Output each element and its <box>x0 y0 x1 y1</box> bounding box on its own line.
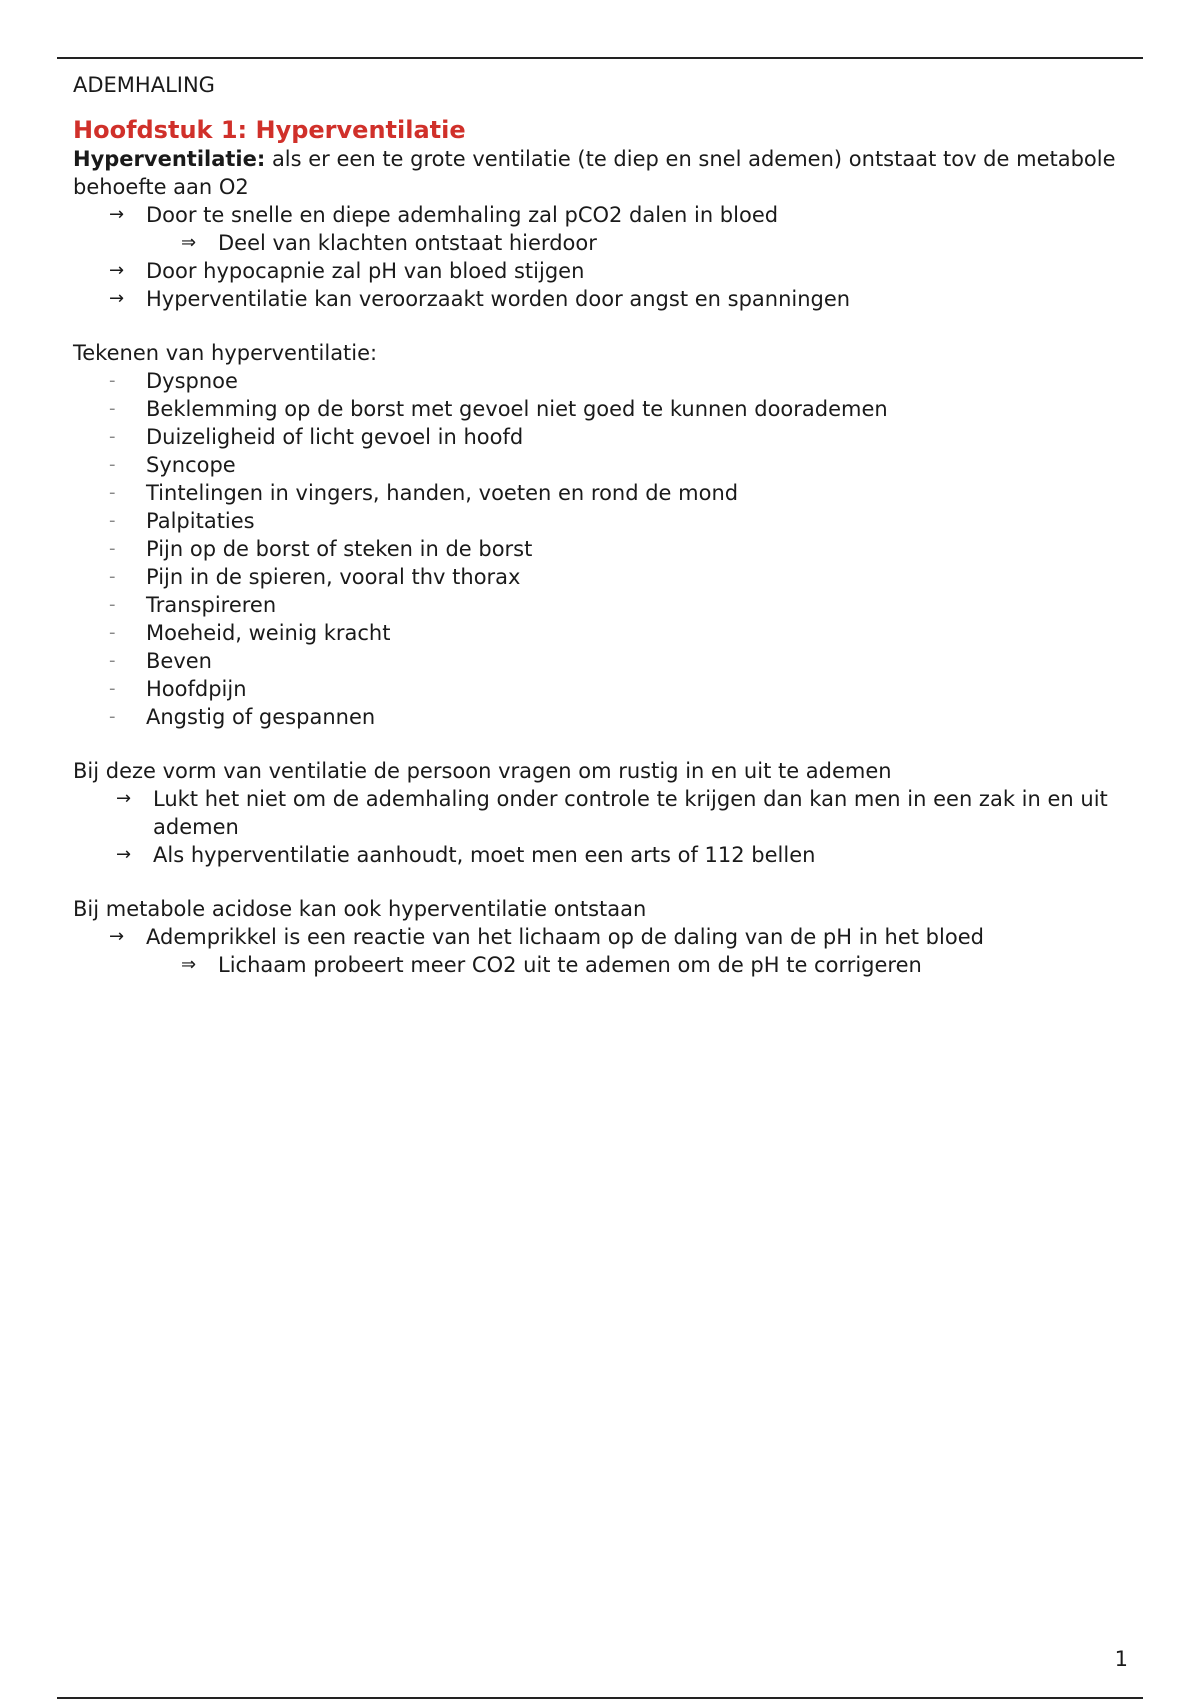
list-item: ⇒ Deel van klachten ontstaat hierdoor <box>181 231 597 255</box>
list-item: - Angstig of gespannen <box>109 705 376 729</box>
list-item: → Ademprikkel is een reactie van het lichaam op de daling van de pH in het bloed <box>109 925 984 949</box>
document-body <box>73 71 1133 979</box>
dash-bullet-icon: - <box>109 398 116 419</box>
list-item: → Door hypocapnie zal pH van bloed stijgen <box>109 259 585 283</box>
list-item: ⇒ Lichaam probeert meer CO2 uit te ademen om de pH te corrigeren <box>181 953 922 977</box>
list-item: - Hoofdpijn <box>109 677 247 701</box>
dash-bullet-icon: - <box>109 426 116 447</box>
treatment-intro: Bij deze vorm van ventilatie de persoon vragen om rustig in en uit te ademen <box>73 759 892 783</box>
dash-bullet-icon: - <box>109 482 116 503</box>
dash-bullet-icon: - <box>109 566 116 587</box>
dash-bullet-icon: - <box>109 678 116 699</box>
dash-bullet-icon: - <box>109 706 116 727</box>
acidosis-intro: Bij metabole acidose kan ook hyperventilatie ontstaan <box>73 897 647 921</box>
dash-bullet-icon: - <box>109 370 116 391</box>
definition-paragraph <box>73 145 1133 201</box>
document-header-title: ADEMHALING <box>73 73 215 97</box>
arrow-icon: → <box>116 788 132 809</box>
section1-list <box>73 201 1133 313</box>
list-item: - Transpireren <box>109 593 277 617</box>
list-item: - Tintelingen in vingers, handen, voeten en rond de mond <box>109 481 739 505</box>
list-item: → Als hyperventilatie aanhoudt, moet men een arts of 112 bellen <box>116 843 816 867</box>
arrow-icon: → <box>109 260 125 281</box>
dash-bullet-icon: - <box>109 454 116 475</box>
list-item: - Pijn op de borst of steken in de borst <box>109 537 533 561</box>
dash-bullet-icon: - <box>109 622 116 643</box>
arrow-icon: → <box>109 204 125 225</box>
signs-intro: Tekenen van hyperventilatie: <box>73 341 378 365</box>
dash-bullet-icon: - <box>109 650 116 671</box>
page-number: 1 <box>1114 1647 1128 1671</box>
list-item: - Dyspnoe <box>109 369 238 393</box>
list-item: - Palpitaties <box>109 509 255 533</box>
list-item: - Pijn in de spieren, vooral thv thorax <box>109 565 521 589</box>
dash-bullet-icon: - <box>109 594 116 615</box>
definition-term: Hyperventilatie: <box>73 147 266 171</box>
signs-list <box>73 367 1133 731</box>
list-item: - Syncope <box>109 453 236 477</box>
top-rule <box>57 57 1143 59</box>
list-item: → Door te snelle en diepe ademhaling zal pCO2 dalen in bloed <box>109 203 779 227</box>
double-arrow-icon: ⇒ <box>181 954 197 975</box>
chapter-title: Hoofdstuk 1: Hyperventilatie <box>73 116 466 144</box>
dash-bullet-icon: - <box>109 538 116 559</box>
list-item: → Lukt het niet om de ademhaling onder controle te krijgen dan kan men in een zak in en uit ademen <box>116 787 1108 839</box>
list-item: → Hyperventilatie kan veroorzaakt worden door angst en spanningen <box>109 287 851 311</box>
dash-bullet-icon: - <box>109 510 116 531</box>
definition-text: als er een te grote ventilatie (te diep en snel ademen) ontstaat tov de metabole behoefte aan O2 <box>73 147 1116 199</box>
arrow-icon: → <box>116 844 132 865</box>
list-item: - Duizeligheid of licht gevoel in hoofd <box>109 425 524 449</box>
double-arrow-icon: ⇒ <box>181 232 197 253</box>
arrow-icon: → <box>109 288 125 309</box>
arrow-icon: → <box>109 926 125 947</box>
acidosis-list <box>73 923 1133 979</box>
list-item: - Beklemming op de borst met gevoel niet goed te kunnen doorademen <box>109 397 888 421</box>
list-item: - Moeheid, weinig kracht <box>109 621 391 645</box>
bottom-rule <box>57 1697 1143 1699</box>
list-item: - Beven <box>109 649 212 673</box>
treatment-list <box>73 785 1133 869</box>
